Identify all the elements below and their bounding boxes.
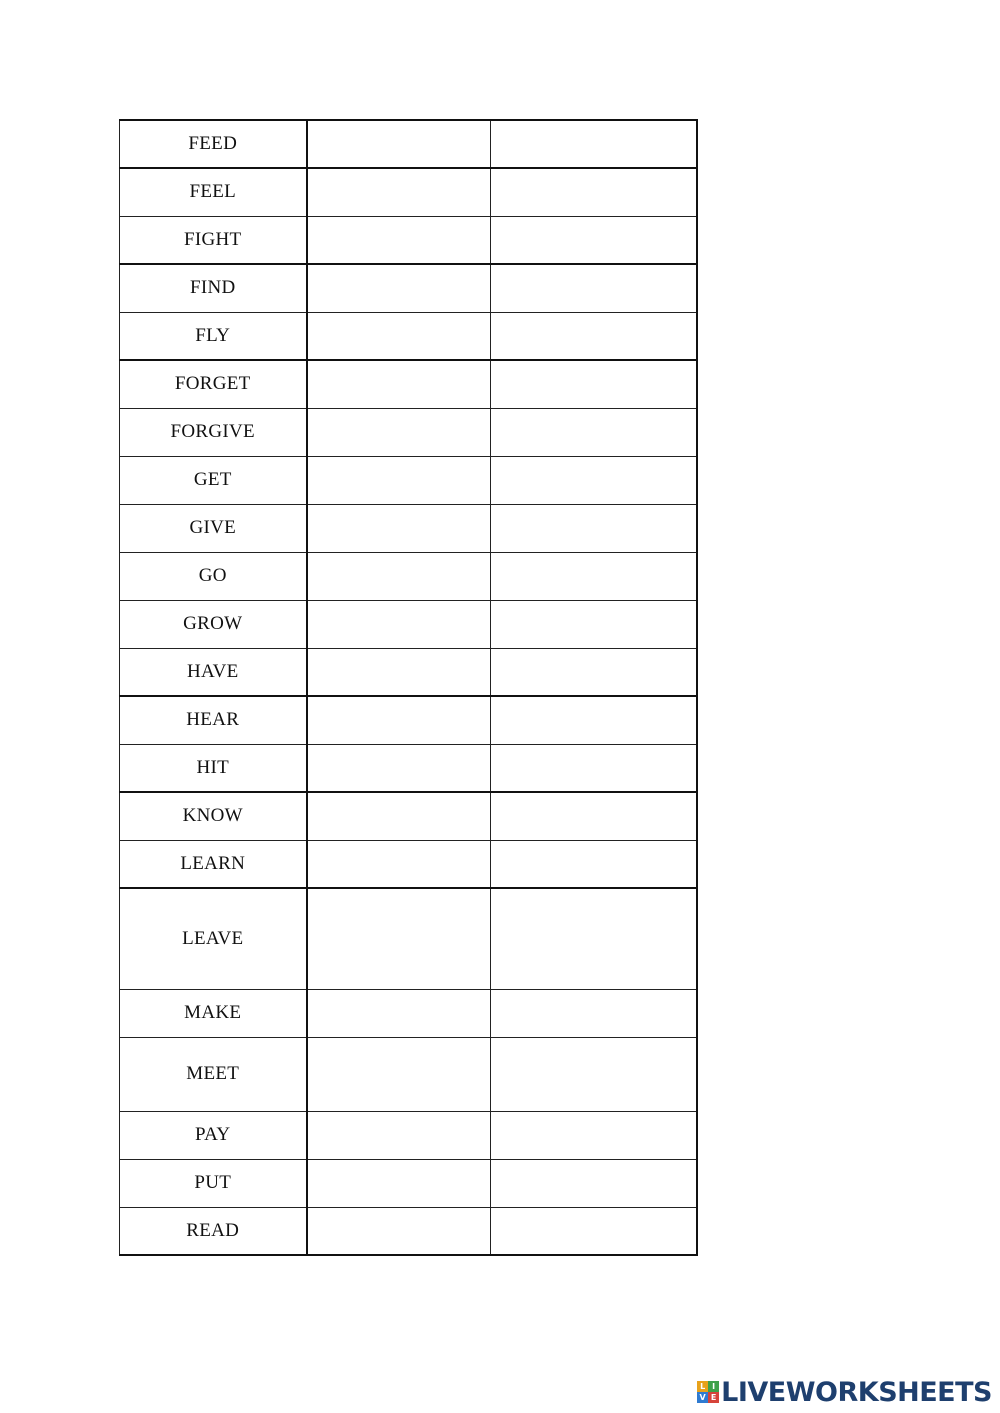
table-row: [120, 744, 697, 792]
table-row: [120, 264, 697, 312]
answer-cell-col2[interactable]: [307, 408, 491, 456]
answer-cell-col3[interactable]: [491, 792, 697, 840]
answer-cell-col3[interactable]: [491, 216, 697, 264]
answer-cell-col2[interactable]: [307, 168, 491, 216]
logo-mark-letter: E: [708, 1392, 719, 1403]
table-row: [120, 1207, 697, 1255]
answer-cell-col3[interactable]: [491, 312, 697, 360]
table-row: [120, 1159, 697, 1207]
verb-cell: HIT: [120, 744, 307, 792]
verb-cell: FIND: [120, 264, 307, 312]
verb-cell: MAKE: [120, 989, 307, 1037]
answer-cell-col2[interactable]: [307, 456, 491, 504]
answer-cell-col2[interactable]: [307, 696, 491, 744]
table-row: [120, 120, 697, 168]
answer-cell-col2[interactable]: [307, 888, 491, 989]
answer-cell-col3[interactable]: [491, 408, 697, 456]
verb-cell: GO: [120, 552, 307, 600]
answer-cell-col3[interactable]: [491, 600, 697, 648]
answer-cell-col2[interactable]: [307, 1207, 491, 1255]
verb-cell: KNOW: [120, 792, 307, 840]
answer-cell-col2[interactable]: [307, 312, 491, 360]
logo-mark-letter: V: [697, 1392, 708, 1403]
answer-cell-col3[interactable]: [491, 168, 697, 216]
answer-cell-col3[interactable]: [491, 648, 697, 696]
table-row: [120, 696, 697, 744]
verb-cell: FEED: [120, 120, 307, 168]
liveworksheets-logo[interactable]: [697, 1377, 992, 1407]
answer-cell-col3[interactable]: [491, 504, 697, 552]
table-row: [120, 648, 697, 696]
answer-cell-col3[interactable]: [491, 744, 697, 792]
answer-cell-col3[interactable]: [491, 360, 697, 408]
answer-cell-col2[interactable]: [307, 1159, 491, 1207]
verb-cell: FORGIVE: [120, 408, 307, 456]
table-row: [120, 312, 697, 360]
answer-cell-col2[interactable]: [307, 120, 491, 168]
verb-cell: FEEL: [120, 168, 307, 216]
answer-cell-col2[interactable]: [307, 264, 491, 312]
verb-cell: MEET: [120, 1037, 307, 1111]
answer-cell-col3[interactable]: [491, 1111, 697, 1159]
table-row: [120, 360, 697, 408]
logo-mark-icon: [697, 1381, 719, 1403]
verb-table-body: [120, 120, 697, 1255]
table-row: [120, 989, 697, 1037]
verb-cell: LEAVE: [120, 888, 307, 989]
table-row: [120, 1037, 697, 1111]
verb-cell: HEAR: [120, 696, 307, 744]
verb-table: [119, 119, 698, 1256]
verb-cell: FORGET: [120, 360, 307, 408]
verb-cell: PUT: [120, 1159, 307, 1207]
answer-cell-col3[interactable]: [491, 552, 697, 600]
table-row: [120, 456, 697, 504]
table-row: [120, 792, 697, 840]
verb-cell: GET: [120, 456, 307, 504]
table-row: [120, 888, 697, 989]
answer-cell-col2[interactable]: [307, 600, 491, 648]
answer-cell-col3[interactable]: [491, 840, 697, 888]
answer-cell-col2[interactable]: [307, 504, 491, 552]
table-row: [120, 504, 697, 552]
table-row: [120, 216, 697, 264]
answer-cell-col2[interactable]: [307, 989, 491, 1037]
logo-mark-letter: I: [708, 1381, 719, 1392]
answer-cell-col3[interactable]: [491, 888, 697, 989]
table-row: [120, 168, 697, 216]
answer-cell-col3[interactable]: [491, 696, 697, 744]
answer-cell-col2[interactable]: [307, 1037, 491, 1111]
answer-cell-col3[interactable]: [491, 989, 697, 1037]
table-row: [120, 1111, 697, 1159]
verb-cell: FIGHT: [120, 216, 307, 264]
answer-cell-col2[interactable]: [307, 792, 491, 840]
answer-cell-col3[interactable]: [491, 1207, 697, 1255]
logo-mark-letter: L: [697, 1381, 708, 1392]
answer-cell-col2[interactable]: [307, 744, 491, 792]
answer-cell-col2[interactable]: [307, 216, 491, 264]
answer-cell-col3[interactable]: [491, 456, 697, 504]
table-row: [120, 600, 697, 648]
answer-cell-col3[interactable]: [491, 1037, 697, 1111]
verb-cell: FLY: [120, 312, 307, 360]
verb-cell: READ: [120, 1207, 307, 1255]
answer-cell-col3[interactable]: [491, 1159, 697, 1207]
answer-cell-col2[interactable]: [307, 1111, 491, 1159]
table-row: [120, 840, 697, 888]
verb-cell: GIVE: [120, 504, 307, 552]
verb-cell: PAY: [120, 1111, 307, 1159]
verb-cell: LEARN: [120, 840, 307, 888]
table-row: [120, 552, 697, 600]
answer-cell-col2[interactable]: [307, 360, 491, 408]
answer-cell-col2[interactable]: [307, 840, 491, 888]
table-row: [120, 408, 697, 456]
logo-text: LIVEWORKSHEETS: [721, 1376, 992, 1408]
verb-cell: GROW: [120, 600, 307, 648]
verb-cell: HAVE: [120, 648, 307, 696]
answer-cell-col2[interactable]: [307, 648, 491, 696]
answer-cell-col3[interactable]: [491, 120, 697, 168]
answer-cell-col3[interactable]: [491, 264, 697, 312]
answer-cell-col2[interactable]: [307, 552, 491, 600]
